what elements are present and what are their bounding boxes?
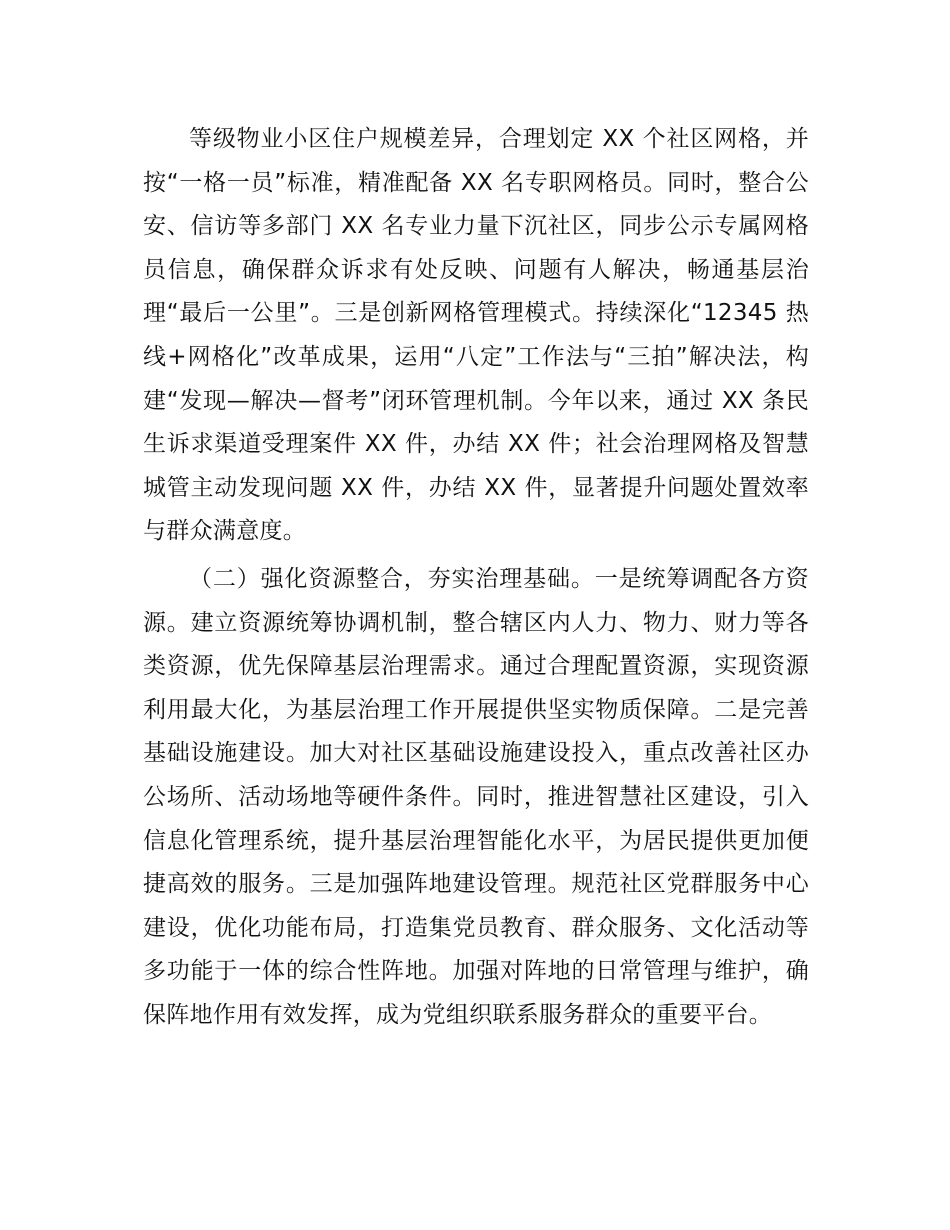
document-body (143, 118, 809, 1041)
paragraph-grid-management: 等级物业小区住户规模差异，合理划定 XX 个社区网格，并按“一格一员”标准，精准配备 XX 名专职网格员。同时，整合公安、信访等多部门 XX 名专业力量下沉社区，同步公示专属网格员信息，确保群众诉求有处反映、问题有人解决，畅通基层治理“最后一公里”。三是创新网格管理模式。持续深化“12345 热线+网格化”改革成果，运用“八定”工作法与“三拍”解决法，构建“发现—解决—督考”闭环管理机制。今年以来，通过 XX 条民生诉求渠道受理案件 XX 件，办结 XX 件；社会治理网格及智慧城管主动发现问题 XX 件，办结 XX 件，显著提升问题处置效率与群众满意度。 (143, 126, 809, 545)
paragraph-resource-integration: （二）强化资源整合，夯实治理基础。一是统筹调配各方资源。建立资源统筹协调机制，整合辖区内人力、物力、财力等各类资源，优先保障基层治理需求。通过合理配置资源，实现资源利用最大化，为基层治理工作开展提供坚实物质保障。二是完善基础设施建设。加大对社区基础设施建设投入，重点改善社区办公场所、活动场地等硬件条件。同时，推进智慧社区建设，引入信息化管理系统，提升基层治理智能化水平，为居民提供更加便捷高效的服务。三是加强阵地建设管理。规范社区党群服务中心建设，优化功能布局，打造集党员教育、群众服务、文化活动等多功能于一体的综合性阵地。加强对阵地的日常管理与维护，确保阵地作用有效发挥，成为党组织联系服务群众的重要平台。 (143, 565, 809, 1028)
